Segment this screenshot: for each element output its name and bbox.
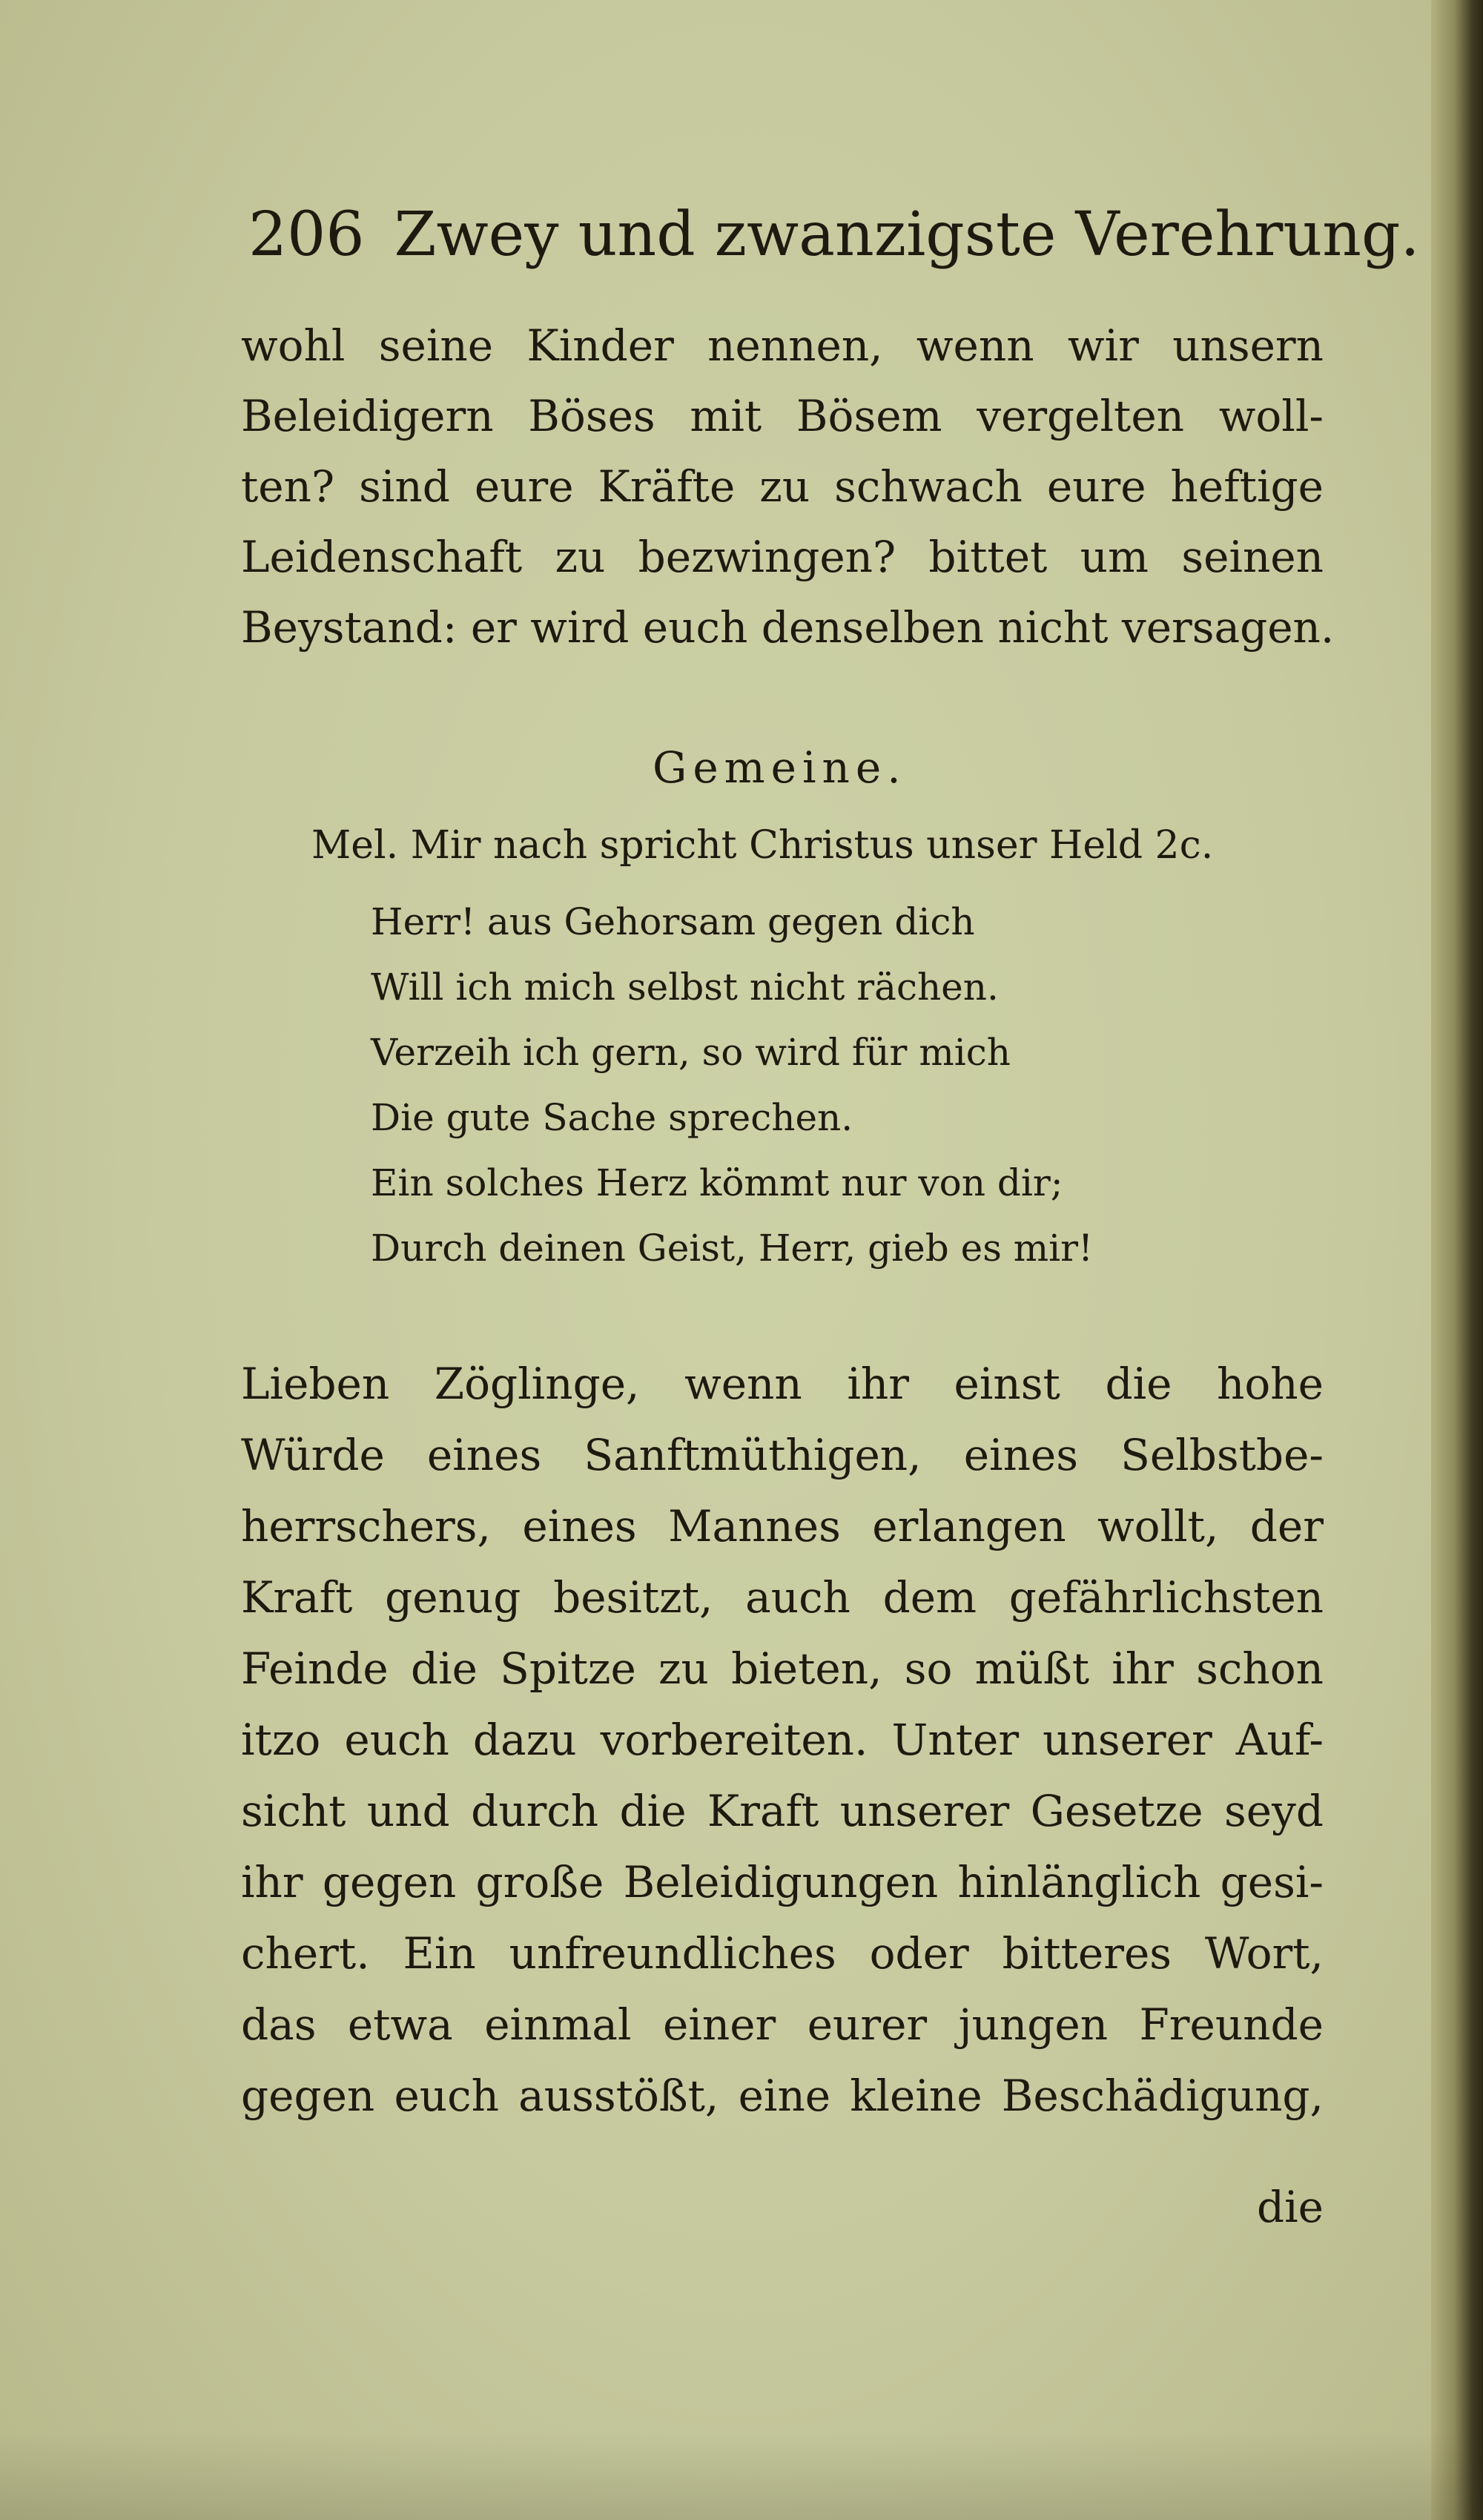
verse-line: Die gute Sache sprechen. [371, 1096, 853, 1139]
text-line: chert. Ein unfreundliches oder bitteres Wort, [241, 1928, 1324, 1979]
text-line: itzo euch dazu vorbereiten. Unter unserer Auf- [241, 1715, 1324, 1765]
text-line: sicht und durch die Kraft unserer Gesetze seyd [241, 1786, 1324, 1836]
text-line: Lieben Zöglinge, wenn ihr einst die hohe [241, 1359, 1324, 1409]
text-line: gegen euch ausstößt, eine kleine Beschädigung, [241, 2071, 1324, 2121]
text-line: Kraft genug besitzt, auch dem gefährlichsten [241, 1572, 1324, 1623]
text-line: Beleidigern Böses mit Bösem vergelten woll- [241, 391, 1324, 441]
text-line: Würde eines Sanftmüthigen, eines Selbstbe- [241, 1430, 1324, 1480]
page-shadow [0, 2431, 1483, 2520]
hymn-heading: Gemeine. [653, 742, 907, 793]
running-title: Zwey und zwanzigste Verehrung. [394, 199, 1420, 270]
page-binding-edge [1431, 0, 1483, 2520]
hymn-melody: Mel. Mir nach spricht Christus unser Held 2c. [311, 823, 1214, 868]
verse-line: Herr! aus Gehorsam gegen dich [371, 900, 975, 943]
verse-line: Verzeih ich gern, so wird für mich [371, 1031, 1011, 1074]
text-line: Beystand: er wird euch denselben nicht versagen. [241, 602, 1335, 653]
text-line: ten? sind eure Kräfte zu schwach eure heftige [241, 461, 1324, 512]
running-header [248, 194, 1420, 276]
verse-line: Durch deinen Geist, Herr, gieb es mir! [371, 1227, 1094, 1270]
verse-line: Will ich mich selbst nicht rächen. [371, 966, 999, 1009]
text-line: herrschers, eines Mannes erlangen wollt, der [241, 1501, 1324, 1551]
verse-line: Ein solches Herz kömmt nur von dir; [371, 1161, 1063, 1204]
text-line: das etwa einmal einer eurer jungen Freunde [241, 1999, 1324, 2050]
text-line: Leidenschaft zu bezwingen? bittet um seinen [241, 532, 1324, 582]
text-line: wohl seine Kinder nennen, wenn wir unsern [241, 320, 1324, 371]
catchword: die [1256, 2182, 1324, 2232]
text-line: ihr gegen große Beleidigungen hinlänglich gesi- [241, 1857, 1324, 1907]
text-line: Feinde die Spitze zu bieten, so müßt ihr schon [241, 1643, 1324, 1694]
page-number: 206 [248, 199, 365, 270]
